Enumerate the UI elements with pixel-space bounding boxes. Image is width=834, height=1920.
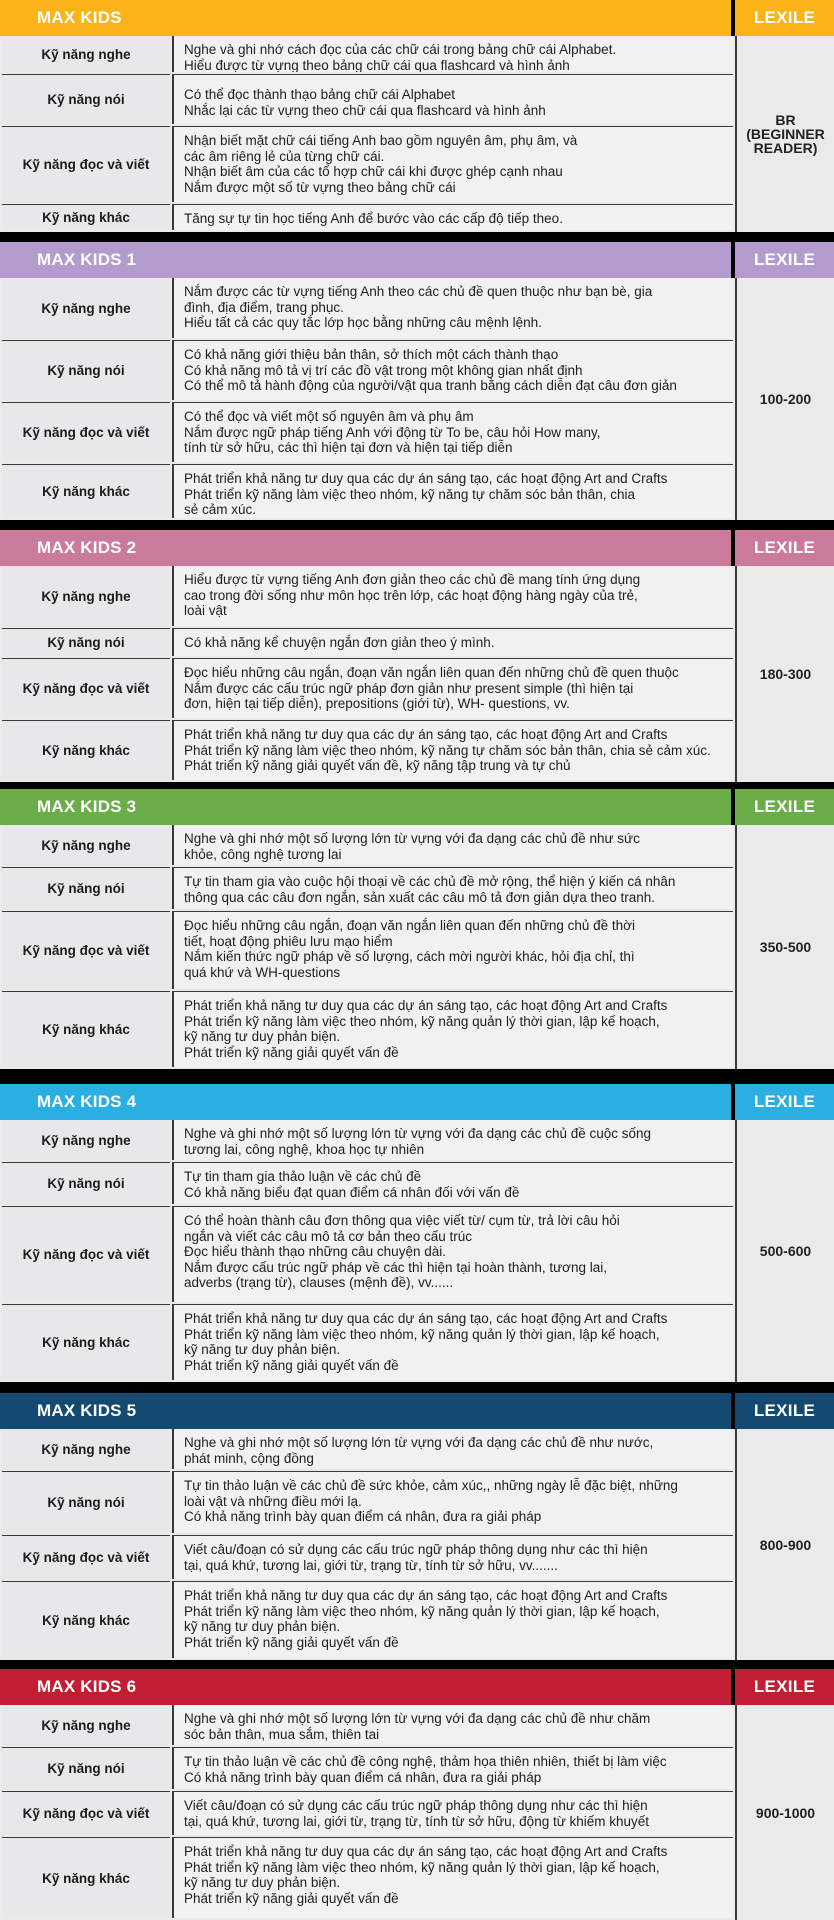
lexile-value: 350-500 bbox=[735, 825, 834, 1069]
skill-row-speaking bbox=[0, 628, 735, 658]
level-max-kids-4 bbox=[0, 1084, 834, 1382]
skill-row-other bbox=[0, 464, 735, 520]
skill-label: Kỹ năng nói bbox=[2, 1747, 170, 1789]
level-max-kids-5 bbox=[0, 1393, 834, 1660]
skill-row-speaking bbox=[0, 74, 735, 126]
skill-description: Có thể đọc thành thạo bảng chữ cái Alphabet Nhắc lại các từ vựng theo chữ cái qua flashcard và hình ảnh bbox=[172, 74, 733, 124]
skill-description: Phát triển khả năng tư duy qua các dự án sáng tạo, các hoạt động Art and Crafts Phát triển kỹ năng làm việc theo nhóm, kỹ năng quản lý thời gian, lập kế hoạch, kỹ năng tư duy phản biện. Phát triển kỹ năng giải quyết vấn đề bbox=[172, 1837, 733, 1918]
lexile-header: LEXILE bbox=[735, 1393, 834, 1429]
lexile-header: LEXILE bbox=[735, 530, 834, 566]
skill-description: Nghe và ghi nhớ một số lượng lớn từ vựng với đa dạng các chủ đề như sức khỏe, công nghệ tương lai bbox=[172, 825, 733, 865]
lexile-value: 800-900 bbox=[735, 1429, 834, 1660]
skill-description: Có thể đọc và viết một số nguyên âm và phụ âm Nắm được ngữ pháp tiếng Anh với động từ To be, câu hỏi How many, tính từ sở hữu, các thì hiện tại đơn và hiện tại tiếp diễn bbox=[172, 402, 733, 462]
skill-description: Phát triển khả năng tư duy qua các dự án sáng tạo, các hoạt động Art and Crafts Phát triển kỹ năng làm việc theo nhóm, kỹ năng quản lý thời gian, lập kế hoạch, kỹ năng tư duy phản biện. Phát triển kỹ năng giải quyết vấn đề bbox=[172, 991, 733, 1067]
skill-row-listening bbox=[0, 1120, 735, 1162]
skill-row-reading-writing bbox=[0, 126, 735, 204]
level-header bbox=[0, 1393, 834, 1429]
skill-label: Kỹ năng đọc và viết bbox=[2, 1791, 170, 1835]
skill-label: Kỹ năng khác bbox=[2, 720, 170, 780]
skill-description: Nắm được các từ vựng tiếng Anh theo các chủ đề quen thuộc như bạn bè, gia đình, địa điểm, trang phục. Hiểu tất cả các quy tắc lớp học bằng những câu mệnh lệnh. bbox=[172, 278, 733, 338]
skill-description: Tự tin thảo luận về các chủ đề sức khỏe, cảm xúc,, những ngày lễ đặc biệt, những loài vật và những điều mới lạ. Có khả năng trình bày quan điểm cá nhân, đưa ra giải pháp bbox=[172, 1471, 733, 1533]
skill-row-listening bbox=[0, 1429, 735, 1471]
lexile-value: BR (BEGINNER READER) bbox=[735, 36, 834, 232]
skill-description: Nghe và ghi nhớ một số lượng lớn từ vựng với đa dạng các chủ đề như chăm sóc bản thân, mua sắm, thiên tai bbox=[172, 1705, 733, 1745]
level-header bbox=[0, 789, 834, 825]
level-title: MAX KIDS 3 bbox=[0, 789, 731, 825]
skill-label: Kỹ năng nghe bbox=[2, 1120, 170, 1160]
skill-label: Kỹ năng nói bbox=[2, 628, 170, 656]
skill-label: Kỹ năng nói bbox=[2, 340, 170, 400]
skill-row-listening bbox=[0, 36, 735, 74]
skill-label: Kỹ năng nói bbox=[2, 1471, 170, 1533]
level-title: MAX KIDS 2 bbox=[0, 530, 731, 566]
level-max-kids-1 bbox=[0, 242, 834, 520]
skill-description: Phát triển khả năng tư duy qua các dự án sáng tạo, các hoạt động Art and Crafts Phát triển kỹ năng làm việc theo nhóm, kỹ năng tự chăm sóc bản thân, chia sẻ cảm xúc. Phát triển kỹ năng giải quyết vấn đề, kỹ năng tập trung và tự chủ bbox=[172, 720, 733, 780]
skill-label: Kỹ năng nghe bbox=[2, 36, 170, 72]
skill-label: Kỹ năng khác bbox=[2, 1837, 170, 1918]
skill-label: Kỹ năng khác bbox=[2, 464, 170, 518]
skill-description: Viết câu/đoạn có sử dụng các cấu trúc ngữ pháp thông dụng như các thì hiện tại, quá khứ, tương lai, giới từ, trạng từ, tính từ sở hữu, vv....... bbox=[172, 1535, 733, 1579]
level-header bbox=[0, 530, 834, 566]
level-header bbox=[0, 242, 834, 278]
skill-row-reading-writing bbox=[0, 1535, 735, 1581]
level-max-kids-2 bbox=[0, 530, 834, 782]
skill-row-other bbox=[0, 1837, 735, 1920]
skill-description: Đọc hiểu những câu ngắn, đoạn văn ngắn liên quan đến những chủ đề thời tiết, hoạt động phiêu lưu mạo hiểm Nắm kiến thức ngữ pháp về số lượng, cách mời người khác, hỏi địa chỉ, thì quá khứ và WH-questions bbox=[172, 911, 733, 989]
skill-label: Kỹ năng đọc và viết bbox=[2, 911, 170, 989]
skill-description: Tự tin thảo luận về các chủ đề công nghệ, thảm họa thiên nhiên, thiết bị làm việc Có khả năng trình bày quan điểm cá nhân, đưa ra giải pháp bbox=[172, 1747, 733, 1789]
level-body bbox=[0, 1705, 834, 1920]
skill-label: Kỹ năng nghe bbox=[2, 566, 170, 626]
level-body bbox=[0, 566, 834, 782]
lexile-value: 180-300 bbox=[735, 566, 834, 782]
skill-row-reading-writing bbox=[0, 1206, 735, 1304]
level-body bbox=[0, 1120, 834, 1382]
skill-label: Kỹ năng đọc và viết bbox=[2, 1206, 170, 1302]
level-title: MAX KIDS 6 bbox=[0, 1669, 731, 1705]
skill-row-speaking bbox=[0, 1747, 735, 1791]
level-header bbox=[0, 1084, 834, 1120]
skill-row-speaking bbox=[0, 867, 735, 911]
level-max-kids-6 bbox=[0, 1669, 834, 1920]
skill-label: Kỹ năng nghe bbox=[2, 825, 170, 865]
skill-row-other bbox=[0, 991, 735, 1069]
level-title: MAX KIDS 4 bbox=[0, 1084, 731, 1120]
skill-row-listening bbox=[0, 278, 735, 340]
skill-row-other bbox=[0, 204, 735, 232]
level-header bbox=[0, 1669, 834, 1705]
skill-row-listening bbox=[0, 1705, 735, 1747]
skill-description: Nghe và ghi nhớ cách đọc của các chữ cái trong bảng chữ cái Alphabet. Hiểu được từ vựng theo bảng chữ cái qua flashcard và hình ảnh bbox=[172, 36, 733, 72]
lexile-header: LEXILE bbox=[735, 1084, 834, 1120]
skill-label: Kỹ năng nói bbox=[2, 74, 170, 124]
skill-row-speaking bbox=[0, 340, 735, 402]
skill-row-reading-writing bbox=[0, 911, 735, 991]
lexile-header: LEXILE bbox=[735, 789, 834, 825]
skill-description: Tăng sự tự tin học tiếng Anh để bước vào các cấp độ tiếp theo. bbox=[172, 204, 733, 230]
skill-description: Đọc hiểu những câu ngắn, đoạn văn ngắn liên quan đến những chủ đề quen thuộc Nắm được các cấu trúc ngữ pháp đơn giản như present simple (thì hiện tại đơn, hiện tại tiếp diễn), prepositions (giới từ), WH- questions, vv. bbox=[172, 658, 733, 718]
level-header bbox=[0, 0, 834, 36]
skill-row-other bbox=[0, 1304, 735, 1382]
skill-label: Kỹ năng khác bbox=[2, 1304, 170, 1380]
skill-description: Phát triển khả năng tư duy qua các dự án sáng tạo, các hoạt động Art and Crafts Phát triển kỹ năng làm việc theo nhóm, kỹ năng tự chăm sóc bản thân, chia sẻ cảm xúc. bbox=[172, 464, 733, 518]
skill-label: Kỹ năng đọc và viết bbox=[2, 126, 170, 202]
skill-label: Kỹ năng đọc và viết bbox=[2, 658, 170, 718]
skill-row-reading-writing bbox=[0, 658, 735, 720]
skill-description: Có khả năng giới thiệu bản thân, sở thích một cách thành thạo Có khả năng mô tả vị trí các đồ vật trong một không gian nhất định Có thể mô tả hành động của người/vật qua tranh bằng cách diễn đạt câu đơn giản bbox=[172, 340, 733, 400]
skill-description: Nghe và ghi nhớ một số lượng lớn từ vựng với đa dạng các chủ đề như nước, phát minh, cộng đồng bbox=[172, 1429, 733, 1469]
skill-description: Hiểu được từ vựng tiếng Anh đơn giản theo các chủ đề mang tính ứng dụng cao trong đời sống như môn học trên lớp, các hoạt động hàng ngày của trẻ, loài vật bbox=[172, 566, 733, 626]
skill-label: Kỹ năng nói bbox=[2, 867, 170, 909]
level-body bbox=[0, 278, 834, 520]
skill-label: Kỹ năng đọc và viết bbox=[2, 1535, 170, 1579]
skill-label: Kỹ năng nghe bbox=[2, 1429, 170, 1469]
skill-description: Phát triển khả năng tư duy qua các dự án sáng tạo, các hoạt động Art and Crafts Phát triển kỹ năng làm việc theo nhóm, kỹ năng quản lý thời gian, lập kế hoạch, kỹ năng tư duy phản biện. Phát triển kỹ năng giải quyết vấn đề bbox=[172, 1304, 733, 1380]
skill-description: Nhận biết mặt chữ cái tiếng Anh bao gồm nguyên âm, phụ âm, và các âm riêng lẻ của từng chữ cái. Nhận biết âm của các tổ hợp chữ cái khi được ghép cạnh nhau Nắm được một số từ vựng theo bảng chữ cái bbox=[172, 126, 733, 202]
skill-row-listening bbox=[0, 566, 735, 628]
level-max-kids bbox=[0, 0, 834, 232]
level-body bbox=[0, 36, 834, 232]
skill-row-reading-writing bbox=[0, 1791, 735, 1837]
skill-description: Phát triển khả năng tư duy qua các dự án sáng tạo, các hoạt động Art and Crafts Phát triển kỹ năng làm việc theo nhóm, kỹ năng quản lý thời gian, lập kế hoạch, kỹ năng tư duy phản biện. Phát triển kỹ năng giải quyết vấn đề bbox=[172, 1581, 733, 1658]
level-body bbox=[0, 1429, 834, 1660]
level-title: MAX KIDS 1 bbox=[0, 242, 731, 278]
level-body bbox=[0, 825, 834, 1069]
skill-label: Kỹ năng khác bbox=[2, 1581, 170, 1658]
lexile-header: LEXILE bbox=[735, 0, 834, 36]
lexile-header: LEXILE bbox=[735, 1669, 834, 1705]
skill-description: Tự tin tham gia vào cuộc hội thoại về các chủ đề mở rộng, thể hiện ý kiến cá nhân thông qua các câu đơn ngắn, sản xuất các câu mô tả đơn giản dựa theo tranh. bbox=[172, 867, 733, 909]
skill-label: Kỹ năng đọc và viết bbox=[2, 402, 170, 462]
skill-description: Có khả năng kể chuyện ngắn đơn giản theo ý mình. bbox=[172, 628, 733, 656]
skill-description: Có thể hoàn thành câu đơn thông qua việc viết từ/ cụm từ, trả lời câu hỏi ngắn và viết các câu mô tả cơ bản theo cấu trúc Đọc hiểu thành thạo những câu chuyện dài. Nắm được cấu trúc ngữ pháp về các thì hiện tại hoàn thành, tương lai, adverbs (trạng từ), clauses (mệnh đề), vv...... bbox=[172, 1206, 733, 1302]
level-title: MAX KIDS 5 bbox=[0, 1393, 731, 1429]
level-title: MAX KIDS bbox=[0, 0, 731, 36]
skill-row-speaking bbox=[0, 1162, 735, 1206]
lexile-value: 100-200 bbox=[735, 278, 834, 520]
skill-row-listening bbox=[0, 825, 735, 867]
skill-label: Kỹ năng nghe bbox=[2, 1705, 170, 1745]
skill-description: Viết câu/đoạn có sử dụng các cấu trúc ngữ pháp thông dụng như các thì hiện tại, quá khứ, tương lai, giới từ, trạng từ, tính từ sở hữu, động từ khiếm khuyết bbox=[172, 1791, 733, 1835]
skill-row-speaking bbox=[0, 1471, 735, 1535]
skill-label: Kỹ năng khác bbox=[2, 991, 170, 1067]
lexile-header: LEXILE bbox=[735, 242, 834, 278]
skill-label: Kỹ năng nghe bbox=[2, 278, 170, 338]
skill-row-other bbox=[0, 1581, 735, 1660]
skill-label: Kỹ năng nói bbox=[2, 1162, 170, 1204]
skill-row-reading-writing bbox=[0, 402, 735, 464]
skill-description: Nghe và ghi nhớ một số lượng lớn từ vựng với đa dạng các chủ đề cuộc sống tương lai, công nghệ, khoa học tự nhiên bbox=[172, 1120, 733, 1160]
skill-row-other bbox=[0, 720, 735, 782]
lexile-value: 900-1000 bbox=[735, 1705, 834, 1920]
level-max-kids-3 bbox=[0, 789, 834, 1069]
skill-label: Kỹ năng khác bbox=[2, 204, 170, 230]
lexile-value: 500-600 bbox=[735, 1120, 834, 1382]
skill-description: Tự tin tham gia thảo luận về các chủ đề Có khả năng biểu đạt quan điểm cá nhân đối với vấn đề bbox=[172, 1162, 733, 1204]
